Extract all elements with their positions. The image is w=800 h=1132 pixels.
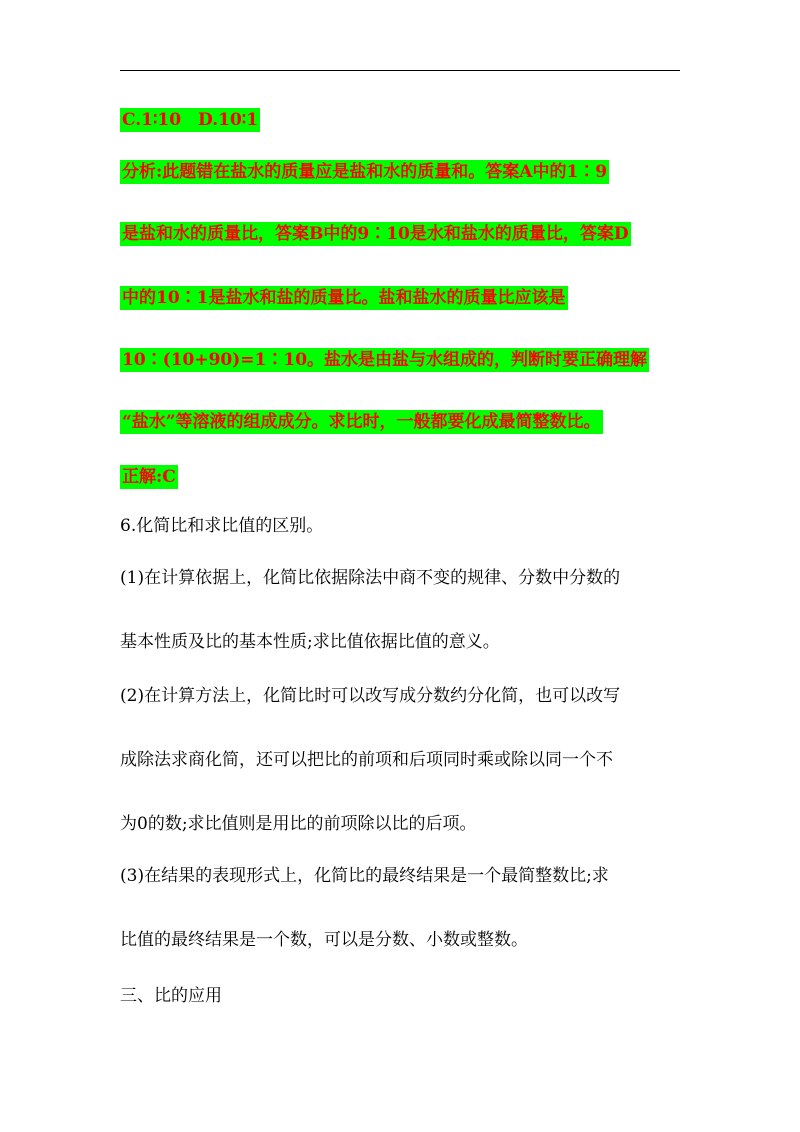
section-heading-3: 三、比的应用: [120, 986, 222, 1006]
highlighted-line-analysis-3: 中的10∶1是盐水和盐的质量比。盐和盐水的质量比应该是: [122, 288, 566, 308]
paragraph-1-line-1: (1)在计算依据上，化简比依据除法中商不变的规律、分数中分数的: [120, 568, 621, 588]
paragraph-2-line-2: 成除法求商化简，还可以把比的前项和后项同时乘或除以同一个不: [120, 750, 613, 770]
paragraph-2-line-3: 为0的数;求比值则是用比的前项除以比的后项。: [120, 814, 477, 834]
paragraph-3-line-2: 比值的最终结果是一个数，可以是分数、小数或整数。: [120, 930, 528, 950]
header-rule: [120, 70, 680, 71]
section-heading-6: 6.化简比和求比值的区别。: [120, 516, 324, 536]
highlighted-line-analysis-1: 分析:此题错在盐水的质量应是盐和水的质量和。答案A中的1∶9: [122, 162, 608, 182]
highlighted-line-answer: 正解:C: [122, 467, 176, 487]
highlighted-line-options: C.1∶10 D.10∶1: [122, 110, 259, 130]
highlighted-line-analysis-4: 10∶(10+90)=1∶10。盐水是由盐与水组成的，判断时要正确理解: [122, 350, 648, 370]
paragraph-3-line-1: (3)在结果的表现形式上，化简比的最终结果是一个最简整数比;求: [120, 866, 609, 886]
paragraph-1-line-2: 基本性质及比的基本性质;求比值依据比值的意义。: [120, 632, 500, 652]
highlighted-line-analysis-2: 是盐和水的质量比，答案B中的9∶10是水和盐水的质量比，答案D: [122, 224, 629, 244]
highlighted-line-analysis-5: “盐水”等溶液的组成成分。求比时，一般都要化成最简整数比。: [122, 412, 601, 432]
paragraph-2-line-1: (2)在计算方法上，化简比时可以改写成分数约分化简，也可以改写: [120, 686, 621, 706]
